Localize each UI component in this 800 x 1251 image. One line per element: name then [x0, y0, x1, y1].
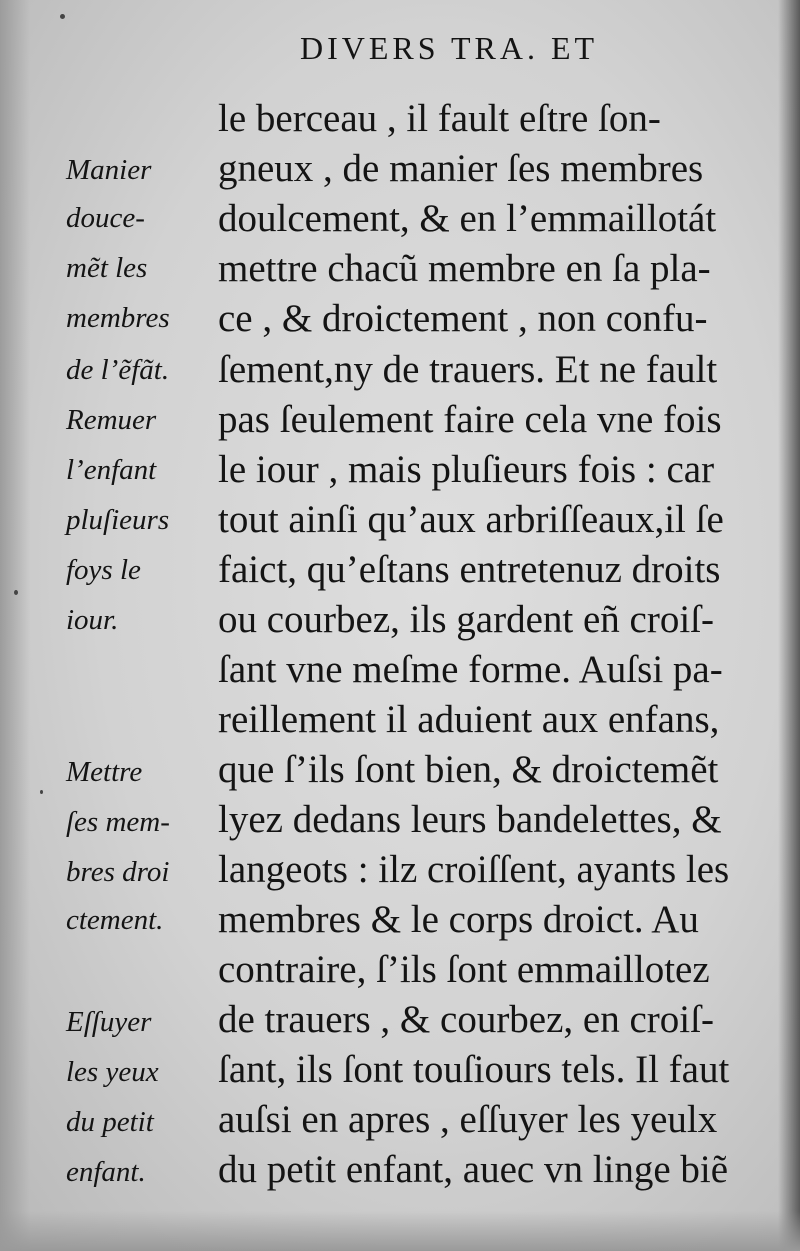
ink-speck: [14, 590, 18, 595]
margin-note-line: Mettre: [66, 756, 143, 788]
margin-note-line: Remuer: [66, 404, 157, 436]
body-text-line: le iour , mais pluſieurs fois : car: [218, 448, 715, 491]
page-edge-shadow: [778, 0, 800, 1251]
body-text-line: que ſ’ils ſont bien, & droictemẽt: [218, 748, 719, 791]
body-text-line: ſant, ils ſont touſiours tels. Il faut: [218, 1048, 730, 1091]
body-text-line: ſant vne meſme forme. Auſsi pa-: [218, 648, 723, 691]
body-text-line: reillement il aduient aux enfans,: [218, 698, 720, 741]
body-text-line: de trauers , & courbez, en croiſ-: [218, 998, 714, 1041]
margin-note-line: douce-: [66, 202, 145, 234]
body-text-line: ſement,ny de trauers. Et ne fault: [218, 348, 718, 391]
margin-note-line: du petit: [66, 1106, 154, 1138]
margin-note-line: enfant.: [66, 1156, 146, 1188]
body-text-line: auſsi en apres , eſſuyer les yeulx: [218, 1098, 718, 1141]
margin-note-line: Eſſuyer: [66, 1006, 152, 1038]
body-text-line: tout ainſi qu’aux arbriſſeaux,il ſe: [218, 498, 724, 541]
margin-note-line: pluſieurs: [66, 504, 170, 536]
page-gutter-shadow: [0, 0, 30, 1251]
margin-note-line: iour.: [66, 604, 119, 636]
body-text-line: lyez dedans leurs bandelettes, &: [218, 798, 722, 841]
margin-note-line: de l’ẽfãt.: [66, 354, 170, 386]
body-text-line: ou courbez, ils gardent eñ croiſ-: [218, 598, 714, 641]
margin-note-line: ctement.: [66, 904, 164, 936]
body-text-line: langeots : ilz croiſſent, ayants les: [218, 848, 730, 891]
body-text-line: ce , & droictement , non confu-: [218, 297, 708, 340]
body-text-line: gneux , de manier ſes membres: [218, 147, 704, 190]
body-text-line: membres & le corps droict. Au: [218, 898, 699, 941]
ink-speck: [40, 790, 43, 794]
margin-note-line: les yeux: [66, 1056, 159, 1088]
body-text-line: pas ſeulement faire cela vne fois: [218, 398, 722, 441]
running-header: DIVERS TRA. ET: [300, 30, 599, 66]
margin-note-line: l’enfant: [66, 454, 157, 486]
page-bottom-shadow: [0, 1211, 800, 1251]
body-text-line: mettre chacũ membre en ſa pla-: [218, 247, 711, 290]
margin-note-line: bres droi: [66, 856, 170, 888]
margin-note-line: ſes mem-: [66, 806, 170, 838]
margin-note-line: foys le: [66, 554, 141, 586]
body-text-line: du petit enfant, auec vn linge biẽ: [218, 1148, 729, 1191]
body-text-line: le berceau , il fault eſtre ſon-: [218, 97, 661, 140]
margin-note-line: mẽt les: [66, 252, 148, 284]
margin-note-line: Manier: [66, 154, 152, 186]
body-text-line: faict, qu’eſtans entretenuz droits: [218, 548, 721, 591]
body-text-line: contraire, ſ’ils ſont emmaillotez: [218, 948, 710, 991]
ink-speck: [60, 14, 65, 19]
margin-note-line: membres: [66, 302, 170, 334]
body-text-line: doulcement, & en l’emmaillotát: [218, 197, 717, 240]
